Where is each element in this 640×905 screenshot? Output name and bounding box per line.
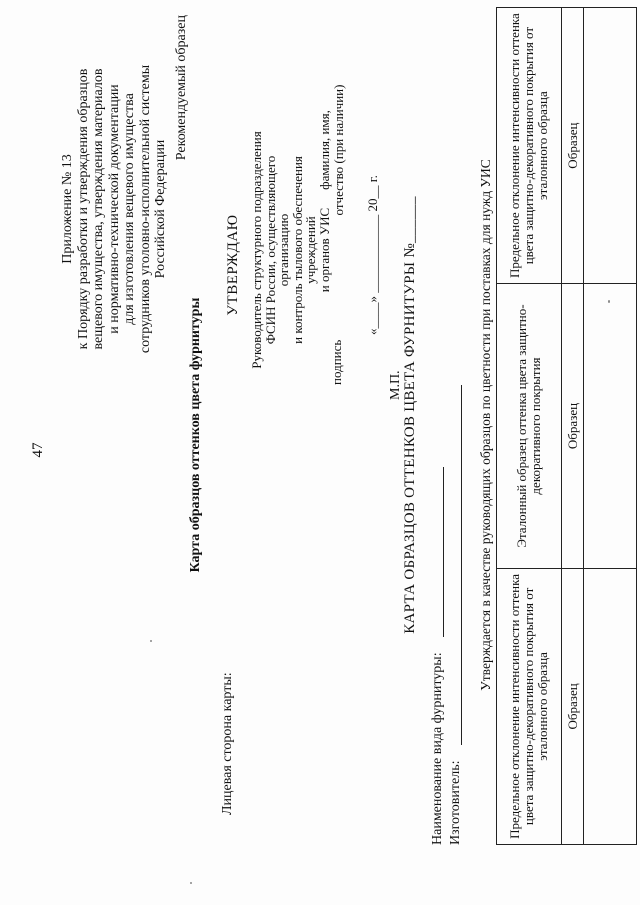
sample-label: Образец [562,8,584,284]
name-label: фамилия, имя, [317,110,332,190]
scan-speck [190,882,192,884]
approver-position-line: ФСИН России, осуществляющего организацию [262,155,291,345]
appendix-line: Приложение № 13 [60,154,75,264]
manufacturer-label: Изготовитель: [448,760,463,845]
approver-position-line: и органов УИС [316,207,332,293]
furniture-name-label: Наименование вида фурнитуры: [430,652,445,845]
sample-label-row [562,8,584,845]
sample-area [584,568,637,844]
column-header: Предельное отклонение интенсивности оттенка цвета защитно-декоративного покрытия от эталонного образца [497,568,562,844]
signature-label: подпись [329,339,344,385]
appendix-reference [60,0,169,419]
appendix-line: вещевого имущества, утверждения материалов [91,68,106,350]
table-header-row [497,8,562,845]
scan-speck [608,300,610,303]
approver-position-line: и контроль тылового обеспечения учреждений [289,156,318,344]
stamp-place-label: М.П. [388,370,403,400]
approval-heading: УТВЕРЖДАЮ [225,214,241,316]
color-sample-table [496,7,637,845]
sample-label: Образец [562,568,584,844]
table-caption: Утверждается в качестве руководящих образцов по цветности при поставках для нужд УИС [478,159,493,691]
column-header: Эталонный образец оттенка цвета защитно-декоративного покрытия [497,284,562,569]
manufacturer-underline [461,385,462,745]
sample-area [584,284,637,569]
scan-speck [150,640,152,642]
appendix-line: для изготовления вещевого имущества [122,93,137,325]
front-side-label: Лицевая сторона карты: [220,672,235,815]
approver-position-line: Руководитель структурного подразделения [249,131,264,369]
sample-label: Образец [562,284,584,569]
page-number: 47 [30,442,46,458]
card-header: КАРТА ОБРАЗЦОВ ОТТЕНКОВ ЦВЕТА ФУРНИТУРЫ №______ [402,196,418,634]
column-header: Предельное отклонение интенсивности оттенка цвета защитно-декоративного покрытия от эталонного образца [497,8,562,284]
approval-date: «____» ____________ 20__ г. [365,175,380,335]
recommended-sample-label: Рекомендуемый образец [174,15,189,161]
appendix-line: к Порядку разработки и утверждения образцов [75,68,91,350]
appendix-line: Российской Федерации [153,139,168,279]
name-label-2: отчество (при наличии) [331,84,346,216]
sample-area-row [584,8,637,845]
furniture-name-underline [443,467,444,637]
appendix-line: и нормативно-технической документации [106,84,122,334]
card-title: Карта образцов оттенков цвета фурнитуры [188,297,203,573]
appendix-line: сотрудников уголовно-исполнительной системы [137,64,153,354]
sample-area [584,8,637,284]
